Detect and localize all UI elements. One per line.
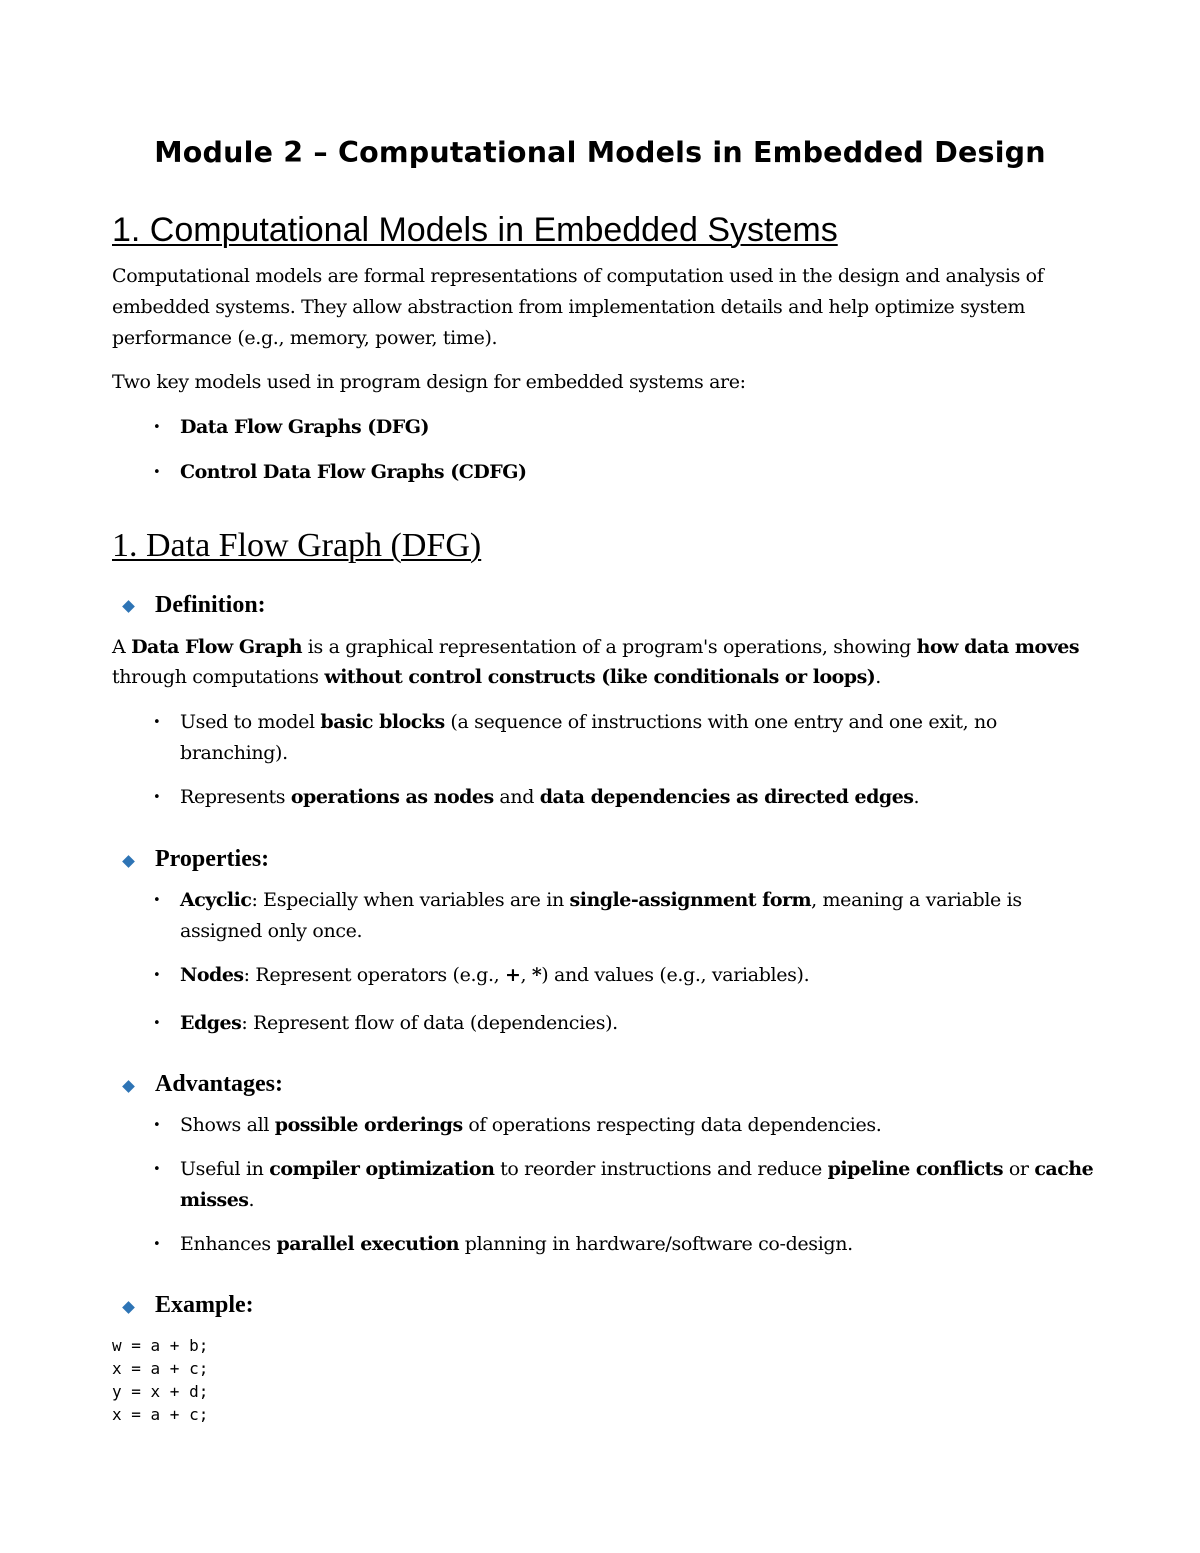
- list-item-basic-blocks: Used to model basic blocks (a sequence of instructions with one entry and one exit, no: [180, 711, 998, 733]
- list-item-compiler-optimization: Useful in compiler optimization to reorder instructions and reduce pipeline conflicts or cache: [180, 1158, 1094, 1180]
- bullet-dot-icon: •: [153, 420, 161, 435]
- bullet-dot-icon: •: [153, 715, 161, 730]
- list-item-cdfg: Control Data Flow Graphs (CDFG): [180, 461, 527, 483]
- list-item-dfg: Data Flow Graphs (DFG): [180, 416, 429, 438]
- definition-line-1: A Data Flow Graph is a graphical representation of a program's operations, showing how data moves: [112, 636, 1080, 658]
- list-item-edges: Edges: Represent flow of data (dependencies).: [180, 1012, 618, 1034]
- bullet-dot-icon: •: [153, 893, 161, 908]
- diamond-icon: [122, 600, 135, 613]
- list-item-acyclic: Acyclic: Especially when variables are in single-assignment form, meaning a variable is: [180, 889, 1022, 911]
- paragraph-line: Computational models are formal representations of computation used in the design and analysis of: [112, 265, 1044, 287]
- subheading-example: Example:: [155, 1292, 254, 1318]
- list-item-nodes: Nodes: Represent operators (e.g., +, *) and values (e.g., variables).: [180, 964, 810, 986]
- definition-line-2: through computations without control constructs (like conditionals or loops).: [112, 666, 881, 688]
- diamond-icon: [122, 855, 135, 868]
- diamond-icon: [122, 1301, 135, 1314]
- paragraph-two-key-models: Two key models used in program design for embedded systems are:: [112, 371, 746, 393]
- subheading-advantages: Advantages:: [155, 1071, 284, 1097]
- code-line: x = a + c;: [112, 1359, 209, 1378]
- code-line: w = a + b;: [112, 1336, 209, 1355]
- list-item-acyclic-cont: assigned only once.: [180, 920, 363, 942]
- paragraph-line: performance (e.g., memory, power, time).: [112, 327, 498, 349]
- paragraph-line: embedded systems. They allow abstraction from implementation details and help optimize system: [112, 296, 1026, 318]
- bullet-dot-icon: •: [153, 790, 161, 805]
- code-line: y = x + d;: [112, 1382, 209, 1401]
- bullet-dot-icon: •: [153, 1016, 161, 1031]
- list-item-orderings: Shows all possible orderings of operations respecting data dependencies.: [180, 1114, 882, 1136]
- list-item-operations-nodes: Represents operations as nodes and data dependencies as directed edges.: [180, 786, 920, 808]
- list-item-parallel-execution: Enhances parallel execution planning in hardware/software co-design.: [180, 1233, 853, 1255]
- bullet-dot-icon: •: [153, 1118, 161, 1133]
- subheading-properties: Properties:: [155, 846, 270, 872]
- code-line: x = a + c;: [112, 1405, 209, 1424]
- section-heading-computational-models: 1. Computational Models in Embedded Systems: [112, 211, 838, 249]
- bullet-dot-icon: •: [153, 1237, 161, 1252]
- diamond-icon: [122, 1080, 135, 1093]
- section-heading-data-flow-graph: 1. Data Flow Graph (DFG): [112, 527, 482, 564]
- bullet-dot-icon: •: [153, 968, 161, 983]
- subheading-definition: Definition:: [155, 592, 266, 618]
- document-title: Module 2 – Computational Models in Embedded Design: [154, 136, 1046, 169]
- bullet-dot-icon: •: [153, 1162, 161, 1177]
- list-item-basic-blocks-cont: branching).: [180, 742, 288, 764]
- list-item-compiler-optimization-cont: misses.: [180, 1189, 255, 1211]
- bullet-dot-icon: •: [153, 465, 161, 480]
